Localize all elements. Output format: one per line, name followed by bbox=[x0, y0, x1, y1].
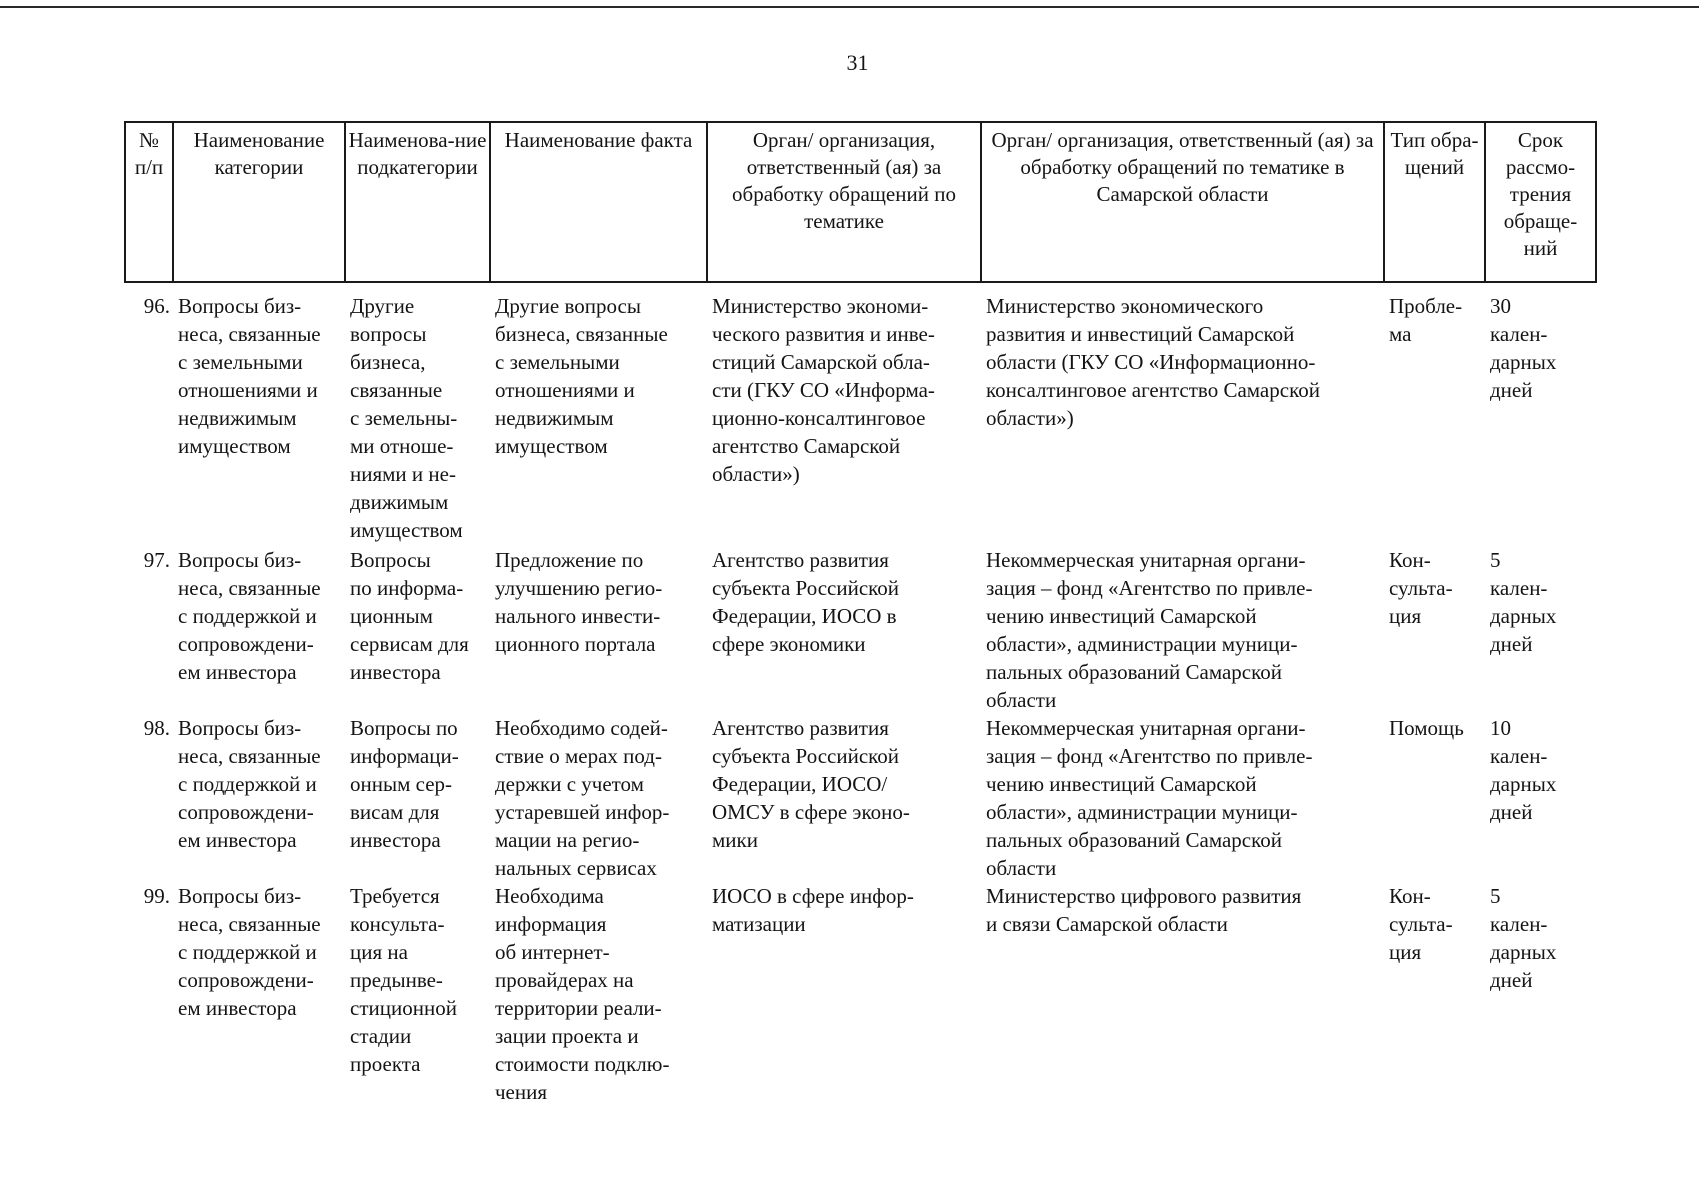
column-header-fact: Наименование факта bbox=[490, 122, 707, 282]
table-header bbox=[124, 121, 1597, 283]
category-cell: Вопросы биз- неса, связанные с земельными отношениями и недвижимым имуществом bbox=[178, 294, 321, 458]
org-samara-cell: Некоммерческая унитарная органи- зация – фонд «Агентство по привле- чению инвестиций Самарской области», администрации муници- пальных образований Самарской области bbox=[986, 548, 1313, 712]
term-cell: 10 кален- дарных дней bbox=[1490, 716, 1557, 824]
org-samara-cell: Министерство цифрового развития и связи Самарской области bbox=[986, 884, 1302, 936]
row-number: 99. bbox=[143, 884, 170, 908]
fact-cell: Необходима информация об интернет- провайдерах на территории реали- зации проекта и стоимости подклю- чения bbox=[495, 884, 670, 1104]
row-number: 97. bbox=[143, 548, 170, 572]
fact-cell: Предложение по улучшению регио- нального инвести- ционного портала bbox=[495, 548, 663, 656]
subcategory-cell: Вопросы по информа- ционным сервисам для инвестора bbox=[350, 548, 469, 684]
column-header-org: Орган/ организация, ответственный (ая) за обработку обращений по тематике bbox=[707, 122, 981, 282]
top-rule bbox=[0, 6, 1699, 8]
column-header-category: Наименование категории bbox=[173, 122, 345, 282]
column-header-number: № п/п bbox=[125, 122, 173, 282]
row-number: 98. bbox=[143, 716, 170, 740]
org-samara-cell: Некоммерческая унитарная органи- зация – фонд «Агентство по привле- чению инвестиций Самарской области», администрации муници- пальных образований Самарской области bbox=[986, 716, 1313, 880]
type-cell: Кон- сульта- ция bbox=[1389, 884, 1453, 964]
category-cell: Вопросы биз- неса, связанные с поддержкой и сопровождени- ем инвестора bbox=[178, 716, 321, 852]
subcategory-cell: Требуется консульта- ция на предынве- стиционной стадии проекта bbox=[350, 884, 457, 1076]
org-cell: ИОСО в сфере инфор- матизации bbox=[712, 884, 914, 936]
table-row bbox=[124, 882, 1595, 1112]
table-row bbox=[124, 546, 1595, 714]
term-cell: 5 кален- дарных дней bbox=[1490, 884, 1557, 992]
fact-cell: Необходимо содей- ствие о мерах под- держки с учетом устаревшей инфор- мации на регио- нальных сервисах bbox=[495, 716, 670, 880]
term-cell: 30 кален- дарных дней bbox=[1490, 294, 1557, 402]
category-cell: Вопросы биз- неса, связанные с поддержкой и сопровождени- ем инвестора bbox=[178, 548, 321, 684]
org-cell: Министерство экономи- ческого развития и инве- стиций Самарской обла- сти (ГКУ СО «Информа- ционно-консалтинговое агентство Самарской области») bbox=[712, 294, 935, 486]
column-header-subcategory: Наименова-ние подкатегории bbox=[345, 122, 490, 282]
org-cell: Агентство развития субъекта Российской Федерации, ИОСО в сфере экономики bbox=[712, 548, 900, 656]
table-body bbox=[124, 292, 1595, 1112]
subcategory-cell: Другие вопросы бизнеса, связанные с земельны- ми отноше- ниями и не- движимым имуществом bbox=[350, 294, 463, 542]
column-header-org-samara: Орган/ организация, ответственный (ая) за обработку обращений по тематике в Самарской области bbox=[981, 122, 1384, 282]
type-cell: Пробле- ма bbox=[1389, 294, 1463, 346]
category-cell: Вопросы биз- неса, связанные с поддержкой и сопровождени- ем инвестора bbox=[178, 884, 321, 1020]
subcategory-cell: Вопросы по информаци- онным сер- висам для инвестора bbox=[350, 716, 459, 852]
row-number: 96. bbox=[143, 294, 170, 318]
page-number: 31 bbox=[846, 50, 869, 75]
column-header-type: Тип обра-щений bbox=[1384, 122, 1485, 282]
term-cell: 5 кален- дарных дней bbox=[1490, 548, 1557, 656]
fact-cell: Другие вопросы бизнеса, связанные с земельными отношениями и недвижимым имуществом bbox=[495, 294, 668, 458]
column-header-term: Срок рассмо-трения обраще-ний bbox=[1485, 122, 1596, 282]
type-cell: Кон- сульта- ция bbox=[1389, 548, 1453, 628]
org-samara-cell: Министерство экономического развития и инвестиций Самарской области (ГКУ СО «Информационно- консалтинговое агентство Самарской области») bbox=[986, 294, 1320, 430]
type-cell: Помощь bbox=[1389, 716, 1464, 740]
org-cell: Агентство развития субъекта Российской Федерации, ИОСО/ ОМСУ в сфере эконо- мики bbox=[712, 716, 910, 852]
table-row bbox=[124, 714, 1595, 882]
table-row bbox=[124, 292, 1595, 546]
